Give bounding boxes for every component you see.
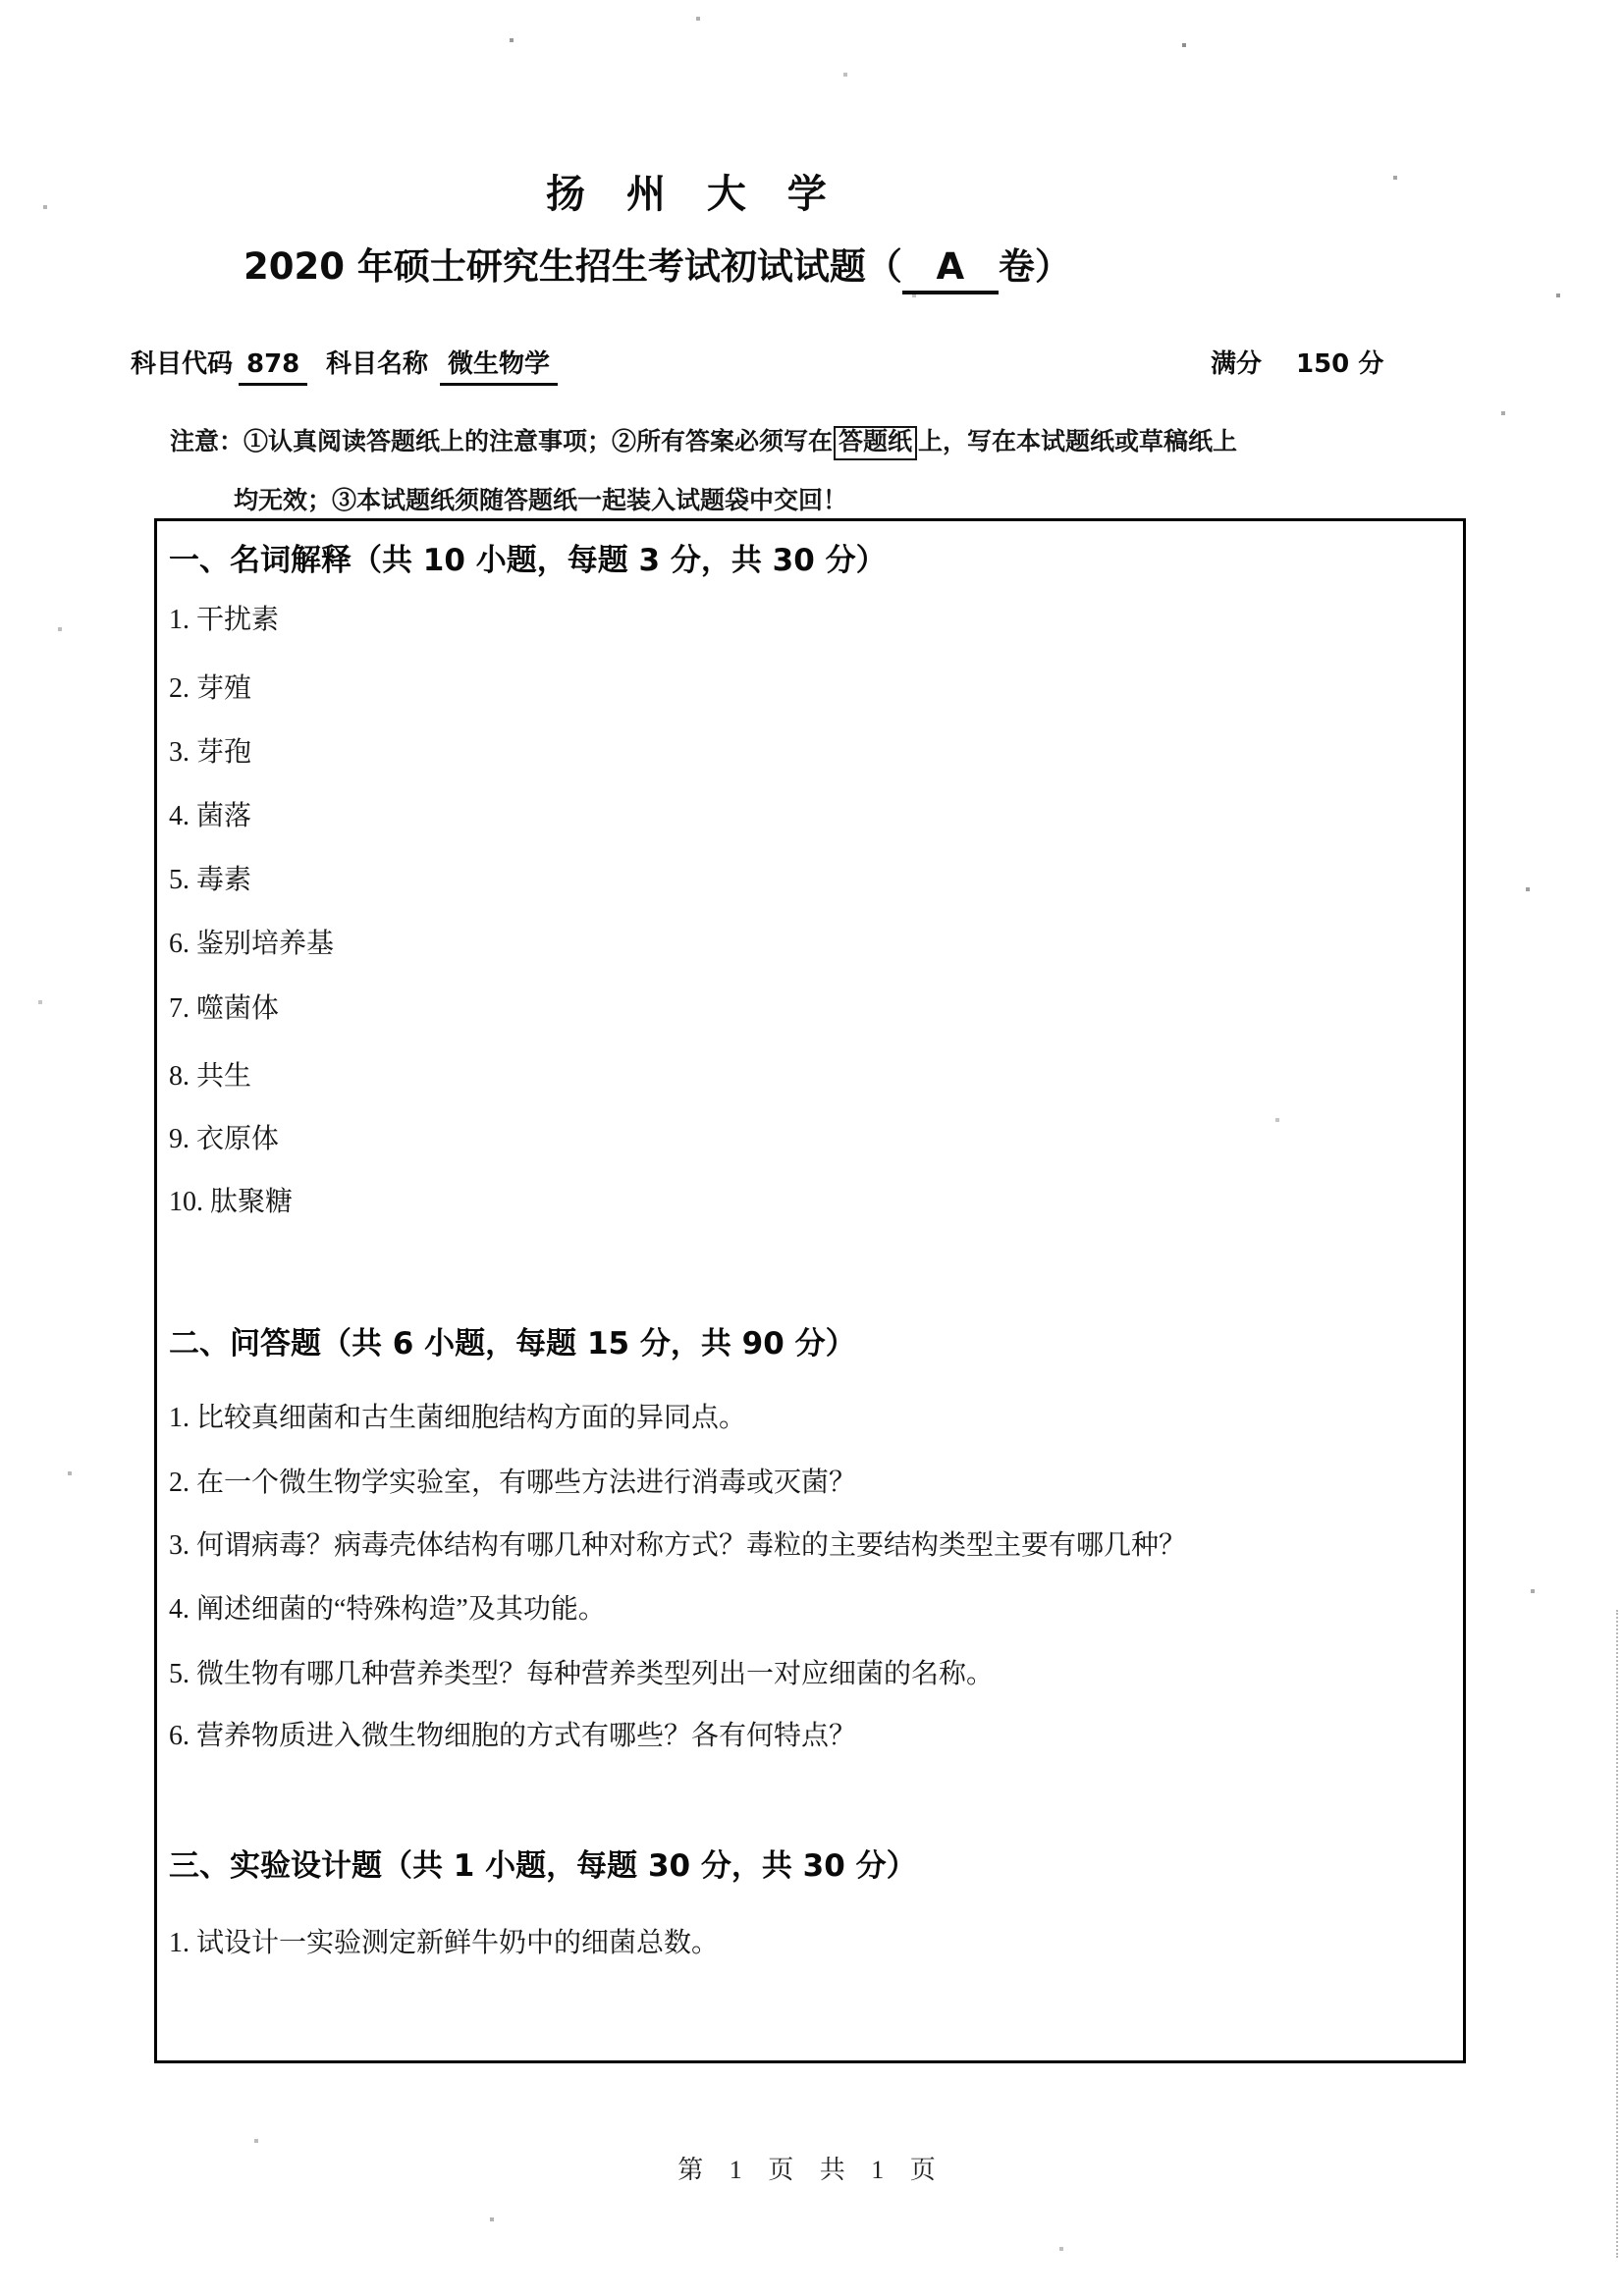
term-item: 3. 芽孢 <box>169 737 252 768</box>
paper-variant-letter: A <box>902 245 999 294</box>
notice-line1-pre: ①认真阅读答题纸上的注意事项；②所有答案必须写在 <box>243 429 834 455</box>
notice-boxed-term: 答题纸 <box>834 426 917 460</box>
question-item: 1. 试设计一实验测定新鲜牛奶中的细菌总数。 <box>169 1928 720 1958</box>
notice-line1-post: 上，写在本试题纸或草稿纸上 <box>918 429 1238 455</box>
term-item: 9. 衣原体 <box>169 1124 280 1154</box>
term-item: 4. 菌落 <box>169 801 252 831</box>
question-item: 3. 何谓病毒？病毒壳体结构有哪几种对称方式？毒粒的主要结构类型主要有哪几种？ <box>169 1530 1187 1561</box>
question-item: 1. 比较真细菌和古生菌细胞结构方面的异同点。 <box>169 1403 747 1433</box>
section-2-heading: 二、问答题（共 6 小题，每题 15 分，共 90 分） <box>169 1326 856 1362</box>
subtitle-prefix: 2020 年硕士研究生招生考试初试试题（ <box>243 245 902 288</box>
notice-line-1 <box>170 426 1237 460</box>
term-item: 5. 毒素 <box>169 865 252 895</box>
term-item: 1. 干扰素 <box>169 605 280 635</box>
term-item: 10. 肽聚糖 <box>169 1187 294 1217</box>
subject-name-label: 科目名称 <box>326 349 429 379</box>
term-item: 6. 鉴别培养基 <box>169 929 335 959</box>
section-1-heading: 一、名词解释（共 10 小题，每题 3 分，共 30 分） <box>169 543 887 578</box>
term-item: 8. 共生 <box>169 1061 252 1092</box>
question-area-box <box>154 518 1466 2063</box>
scan-noise-speckles <box>0 0 2 2</box>
notice-line-2: 均无效；③本试题纸须随答题纸一起装入试题袋中交回！ <box>234 488 848 514</box>
full-score-label: 满分 <box>1211 349 1263 379</box>
subject-code-label: 科目代码 <box>131 349 234 379</box>
subject-code-value: 878 <box>239 349 307 386</box>
notice-label: 注意： <box>170 429 244 455</box>
section-3-heading: 三、实验设计题（共 1 小题，每题 30 分，共 30 分） <box>169 1848 917 1884</box>
question-item: 6. 营养物质进入微生物细胞的方式有哪些？各有何特点？ <box>169 1721 857 1751</box>
university-title: 扬 州 大 学 <box>546 172 840 217</box>
term-item: 7. 噬菌体 <box>169 993 280 1024</box>
question-item: 4. 阐述细菌的“特殊构造”及其功能。 <box>169 1594 606 1625</box>
question-item: 5. 微生物有哪几种营养类型？每种营养类型列出一对应细菌的名称。 <box>169 1659 995 1689</box>
full-score-value: 150 分 <box>1296 349 1384 379</box>
question-item: 2. 在一个微生物学实验室，有哪些方法进行消毒或灭菌？ <box>169 1468 857 1498</box>
term-item: 2. 芽殖 <box>169 673 252 704</box>
subject-name-value: 微生物学 <box>440 349 558 386</box>
subtitle-suffix: 卷） <box>998 245 1071 288</box>
page-number-footer: 第 1 页 共 1 页 <box>677 2156 946 2184</box>
exam-subtitle <box>243 245 1071 294</box>
